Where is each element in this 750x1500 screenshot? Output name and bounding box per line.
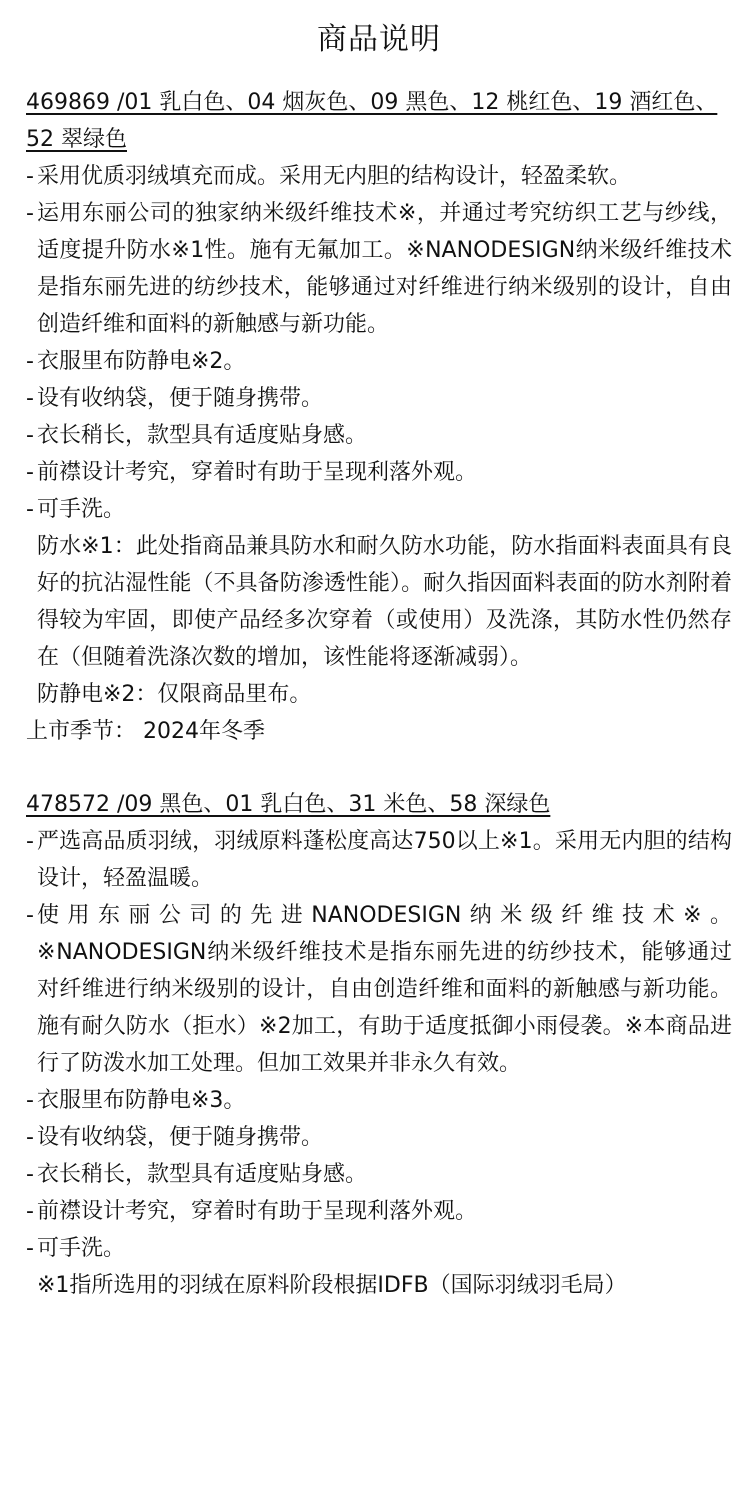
- feature-item: - 设有收纳袋，便于随身携带。: [26, 1119, 732, 1156]
- feature-item: - 运用东丽公司的独家纳米级纤维技术※，并通过考究纺织工艺与纱线，适度提升防水※1性。施有无氟加工。※NANODESIGN纳米级纤维技术是指东丽先进的纺纱技术，能够通过对纤维进行纳米级别的设计，自由创造纤维和面料的新触感与新功能。: [26, 195, 732, 343]
- feature-item: - 设有收纳袋，便于随身携带。: [26, 380, 732, 417]
- footnote: 防水※1：此处指商品兼具防水和耐久防水功能，防水指面料表面具有良好的抗沾湿性能（不具备防渗透性能）。耐久指因面料表面的防水剂附着得较为牢固，即使产品经多次穿着（或使用）及洗涤，其防水性仍然存在（但随着洗涤次数的增加，该性能将逐渐减弱）。: [37, 534, 732, 670]
- product-heading: 478572 /09 黑色、01 乳白色、31 米色、58 深绿色: [26, 792, 551, 817]
- feature-item: - 衣服里布防静电※3。: [26, 1082, 732, 1119]
- product-section-478572: [26, 786, 732, 1304]
- feature-item: - 前襟设计考究，穿着时有助于呈现利落外观。: [26, 454, 732, 491]
- feature-item: - 可手洗。: [26, 491, 732, 528]
- product-section-469869: [26, 84, 732, 750]
- feature-item: - 衣长稍长，款型具有适度贴身感。: [26, 417, 732, 454]
- feature-item: - 衣服里布防静电※2。: [26, 343, 732, 380]
- release-season: 上市季节： 2024年冬季: [26, 719, 265, 744]
- feature-item: - 采用优质羽绒填充而成。采用无内胆的结构设计，轻盈柔软。: [26, 158, 732, 195]
- feature-item: - 可手洗。: [26, 1230, 732, 1267]
- feature-item: - 衣长稍长，款型具有适度贴身感。: [26, 1156, 732, 1193]
- page-title: 商品说明: [317, 22, 441, 57]
- footnote: ※1指所选用的羽绒在原料阶段根据IDFB（国际羽绒羽毛局）: [37, 1273, 627, 1298]
- feature-item: - 使用东丽公司的先进NANODESIGN纳米级纤维技术※。※NANODESIGN纳米级纤维技术是指东丽先进的纺纱技术，能够通过对纤维进行纳米级别的设计，自由创造纤维和面料的新触感与新功能。施有耐久防水（拒水）※2加工，有助于适度抵御小雨侵袭。※本商品进行了防泼水加工处理。但加工效果并非永久有效。: [26, 897, 732, 1082]
- product-heading: 469869 /01 乳白色、04 烟灰色、09 黑色、12 桃红色、19 酒红色、52 翠绿色: [26, 90, 718, 152]
- footnote: 防静电※2：仅限商品里布。: [37, 682, 312, 707]
- feature-item: - 前襟设计考究，穿着时有助于呈现利落外观。: [26, 1193, 732, 1230]
- feature-item: - 严选高品质羽绒，羽绒原料蓬松度高达750以上※1。采用无内胆的结构设计，轻盈温暖。: [26, 823, 732, 897]
